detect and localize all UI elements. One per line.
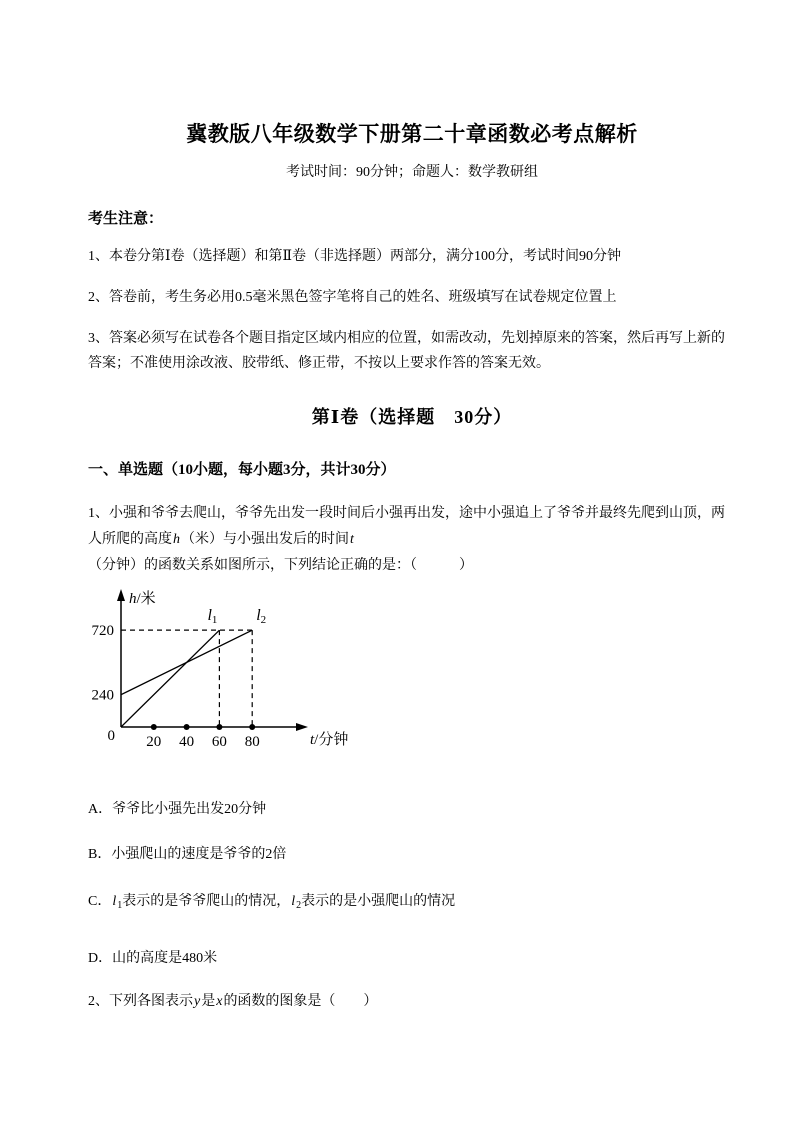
x-axis-title: t/分钟	[310, 732, 349, 748]
y-tick-label-240: 240	[91, 687, 114, 704]
question-1-text: 1、小强和爷爷去爬山，爷爷先出发一段时间后小强再出发，途中小强追上了爷爷并最终先爬到山顶，两人所爬的高度h（米）与小强出发后的时间t（分钟）的函数关系如图所示，下列结论正确的是：（ ）	[88, 506, 725, 573]
section-1-title: 第Ⅰ卷（选择题 30分）	[311, 407, 513, 427]
y-axis-arrow	[117, 589, 125, 601]
axis-dot-t20	[151, 724, 157, 730]
notice-item-2: 2、答卷前，考生务必用0.5毫米黑色签字笔将自己的姓名、班级填写在试卷规定位置上	[88, 290, 617, 305]
series-label-l1: l1	[207, 607, 218, 627]
notice-item-1: 1、本卷分第Ⅰ卷（选择题）和第Ⅱ卷（非选择题）两部分，满分100分，考试时间90分钟	[88, 249, 622, 264]
question-1-option-d: D．山的高度是480米	[88, 951, 218, 966]
x-tick-label-40: 40	[179, 734, 195, 750]
question-2-text: 2、下列各图表示y是x的函数的图象是（ ）	[88, 994, 378, 1009]
axis-dot-t40	[184, 724, 190, 730]
notice-heading: 考生注意：	[88, 211, 164, 227]
origin-label: 0	[107, 728, 115, 744]
notice-item-3: 3、答案必须写在试卷各个题目指定区域内相应的位置，如需改动，先划掉原来的答案，然后再写上新的答案；不准使用涂改液、胶带纸、修正带，不按以上要求作答的答案无效。	[88, 331, 725, 371]
function-graph	[72, 585, 412, 775]
question-1-option-a: A．爷爷比小强先出发20分钟	[88, 802, 267, 817]
question-1-option-c: C．$l_1$表示的是爷爷爬山的情况，$l_2$表示的是小强爬山的情况	[88, 894, 456, 911]
y-tick-label-720: 720	[91, 623, 114, 640]
series-line-l2	[121, 630, 252, 695]
question-1-option-b: B．小强爬山的速度是爷爷的2倍	[88, 847, 287, 862]
page-title: 冀教版八年级数学下册第二十章函数必考点解析	[186, 122, 638, 146]
x-tick-label-80: 80	[244, 734, 260, 750]
y-axis-title: h/米	[129, 591, 156, 607]
axis-dot-t80	[249, 724, 255, 730]
series-label-l2: l2	[256, 607, 267, 627]
subsection-single-choice-title: 一、单选题（10小题，每小题3分，共计30分）	[88, 462, 396, 478]
exam-meta: 考试时间：90分钟；命题人：数学教研组	[286, 165, 538, 180]
x-axis-arrow	[296, 723, 308, 731]
series-line-l1	[121, 630, 219, 727]
axis-dot-t60	[216, 724, 222, 730]
function-graph-svg	[72, 585, 412, 775]
x-tick-label-60: 60	[211, 734, 227, 750]
x-tick-label-20: 20	[146, 734, 162, 750]
